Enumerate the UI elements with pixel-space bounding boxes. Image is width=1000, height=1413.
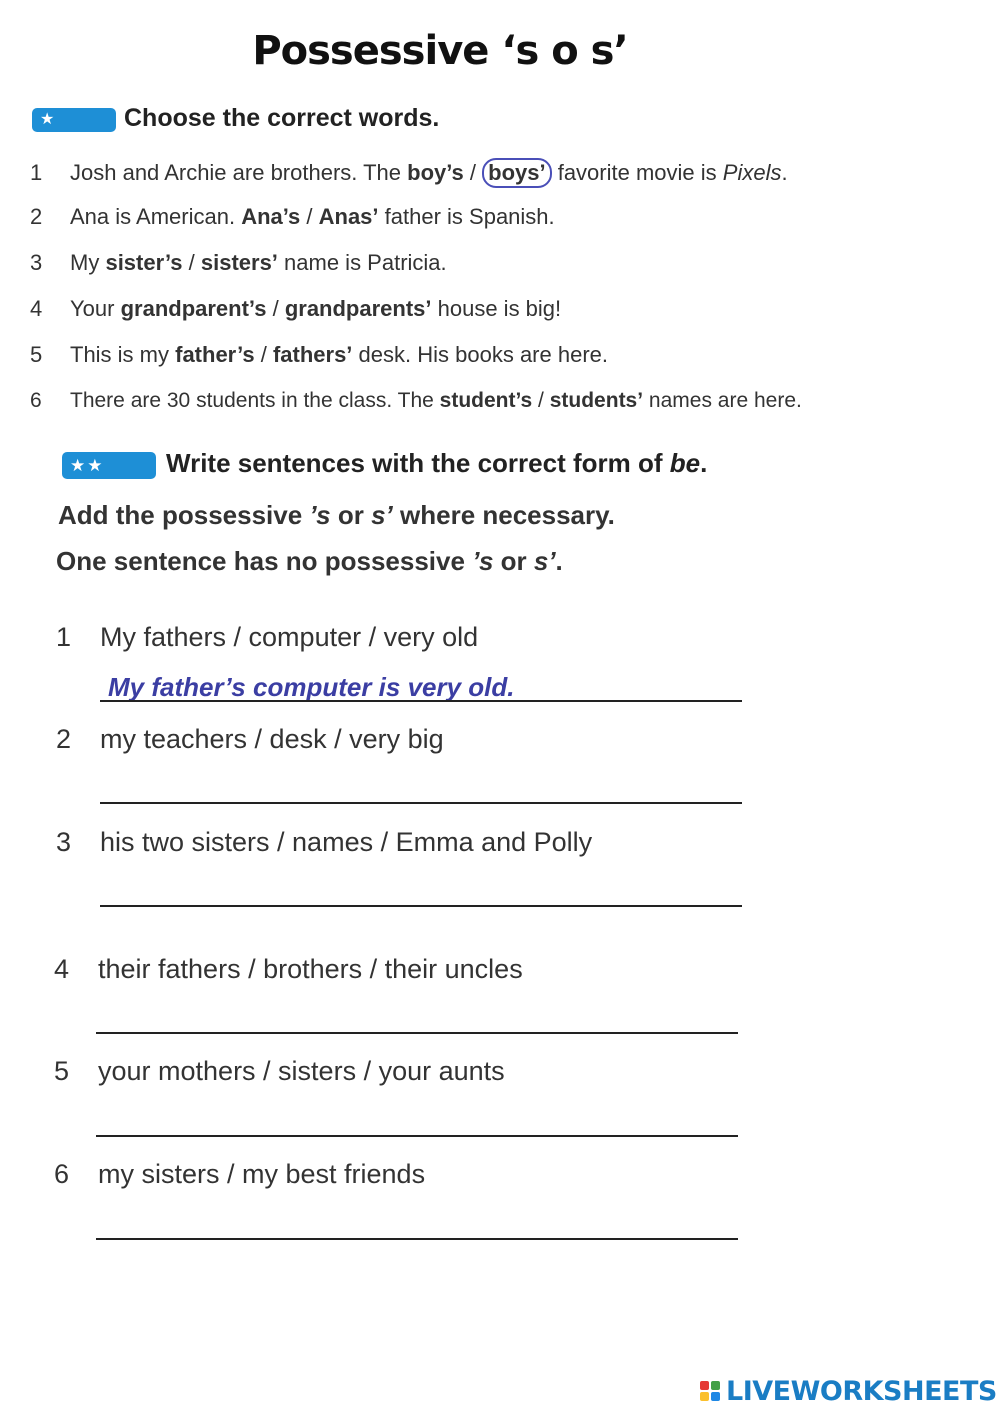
option-b[interactable]: fathers’ <box>272 342 353 367</box>
instr-end: . <box>555 546 563 576</box>
logo-square <box>711 1392 720 1401</box>
option-b[interactable]: sisters’ <box>200 250 278 275</box>
item-text: house is big! <box>431 296 562 321</box>
instr-italic: s’ <box>371 500 393 530</box>
item-number: 2 <box>30 204 43 229</box>
item-prompt: My fathers / computer / very old <box>100 622 479 652</box>
answer-line[interactable] <box>100 802 742 804</box>
answer-line[interactable] <box>100 700 742 702</box>
logo-square <box>700 1392 709 1401</box>
heading-italic: be <box>669 448 701 478</box>
instr-text: where necessary. <box>392 500 615 530</box>
option-a[interactable]: father’s <box>175 342 255 367</box>
option-b-selected[interactable]: boys’ <box>482 158 551 188</box>
option-separator: / <box>532 389 550 412</box>
answer-line[interactable] <box>96 1032 738 1034</box>
item-text: There are 30 students in the class. The <box>70 389 440 412</box>
exercise1-item <box>30 342 608 368</box>
option-separator: / <box>300 204 319 229</box>
answer-line[interactable] <box>96 1135 738 1137</box>
item-number: 5 <box>30 342 43 367</box>
item-prompt: my teachers / desk / very big <box>100 724 444 754</box>
item-text: My <box>70 250 106 275</box>
item-text: Ana is American. <box>70 204 242 229</box>
instruction-line-1 <box>58 500 615 531</box>
item-number: 4 <box>54 954 70 984</box>
item-text: favorite movie is <box>551 160 723 185</box>
heading-end: . <box>700 448 708 478</box>
liveworksheets-logo <box>700 1376 997 1407</box>
logo-mark-icon <box>700 1381 722 1403</box>
one-star-badge: ★ <box>32 108 116 132</box>
item-text: name is Patricia. <box>277 250 447 275</box>
heading-text: Write sentences with the correct form of <box>166 448 670 478</box>
option-a[interactable]: Ana’s <box>241 204 301 229</box>
instr-italic: ’s <box>309 500 331 530</box>
option-separator: / <box>254 342 273 367</box>
item-text: Your <box>70 296 121 321</box>
option-a[interactable]: student’s <box>439 389 533 412</box>
item-prompt: their fathers / brothers / their uncles <box>98 954 523 984</box>
option-a[interactable]: boy’s <box>407 160 464 185</box>
option-b[interactable]: grandparents’ <box>284 296 432 321</box>
instruction-line-2 <box>56 546 563 577</box>
page-title: Possessive ‘s o s’ <box>252 28 628 74</box>
item-number: 1 <box>56 622 72 652</box>
item-text: father is Spanish. <box>378 204 555 229</box>
option-a[interactable]: sister’s <box>105 250 183 275</box>
item-prompt: your mothers / sisters / your aunts <box>98 1056 505 1086</box>
item-number: 3 <box>56 827 72 857</box>
logo-square <box>711 1381 720 1390</box>
two-star-badge: ★★ <box>62 452 156 479</box>
instr-italic: ’s <box>472 546 494 576</box>
instr-italic: s’ <box>533 546 556 576</box>
answer-input[interactable]: My father’s computer is very old. <box>108 672 515 702</box>
item-number: 1 <box>30 160 43 185</box>
answer-line[interactable] <box>96 1238 738 1240</box>
item-number: 6 <box>30 389 42 412</box>
logo-text: LIVEWORKSHEETS <box>726 1376 997 1407</box>
section1-heading: Choose the correct words. <box>124 104 440 132</box>
exercise1-item <box>30 158 788 188</box>
exercise1-item <box>30 204 555 230</box>
item-number: 5 <box>54 1056 70 1086</box>
answer-line[interactable] <box>100 905 742 907</box>
item-text: names are here. <box>643 389 802 412</box>
instr-text: or <box>493 546 534 576</box>
exercise1-item <box>30 389 802 413</box>
item-text: This is my <box>70 342 176 367</box>
item-italic: Pixels <box>722 160 782 185</box>
item-number: 4 <box>30 296 43 321</box>
option-separator: / <box>463 160 483 185</box>
logo-square <box>700 1381 709 1390</box>
option-b[interactable]: Anas’ <box>318 204 379 229</box>
exercise1-item <box>30 296 561 322</box>
exercise1-item <box>30 250 447 276</box>
item-number: 2 <box>56 724 72 754</box>
item-text: Josh and Archie are brothers. The <box>70 160 408 185</box>
option-a[interactable]: grandparent’s <box>120 296 267 321</box>
item-prompt: his two sisters / names / Emma and Polly <box>100 827 593 857</box>
option-b[interactable]: students’ <box>549 389 644 412</box>
option-separator: / <box>266 296 285 321</box>
instr-text: One sentence has no possessive <box>56 546 473 576</box>
item-text: desk. His books are here. <box>352 342 609 367</box>
item-end: . <box>781 160 788 185</box>
section2-heading <box>166 448 707 479</box>
item-number: 3 <box>30 250 43 275</box>
item-prompt: my sisters / my best friends <box>98 1159 426 1189</box>
instr-text: or <box>330 500 372 530</box>
instr-text: Add the possessive <box>58 500 310 530</box>
item-number: 6 <box>54 1159 70 1189</box>
option-separator: / <box>182 250 201 275</box>
